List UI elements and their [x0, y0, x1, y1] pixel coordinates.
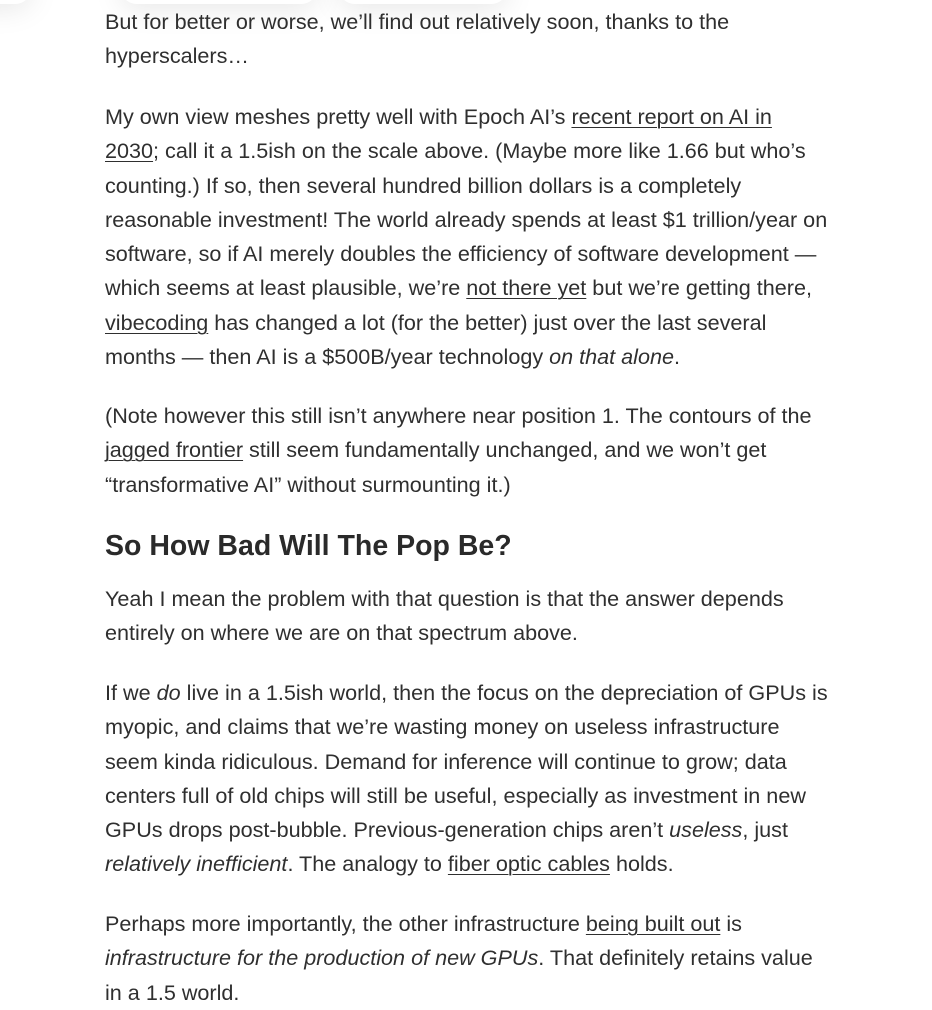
section-heading	[105, 527, 512, 565]
inline-link[interactable]: 2030	[105, 138, 154, 164]
inline-link[interactable]: not there yet	[466, 275, 587, 301]
text-line	[105, 100, 827, 134]
text-line	[105, 39, 729, 73]
text-line	[105, 907, 813, 941]
text-line	[105, 306, 827, 340]
text-segment: which seems at least plausible, we’re	[105, 275, 467, 301]
inline-link[interactable]: being built out	[585, 911, 721, 936]
emphasis-text: relatively inefficient	[105, 851, 288, 877]
text-segment: is	[720, 911, 742, 936]
text-segment: . The analogy to	[287, 851, 448, 877]
inline-link[interactable]: vibecoding	[105, 309, 209, 335]
text-line	[105, 710, 828, 744]
paragraph-epoch-view	[105, 100, 827, 374]
emphasis-text: on that alone	[549, 344, 675, 370]
inline-link[interactable]: fiber optic cables	[447, 851, 610, 877]
text-segment: . That definitely retains value	[538, 945, 813, 971]
text-line	[105, 745, 828, 779]
text-segment: myopic, and claims that we’re wasting money on useless infrastructure	[105, 714, 780, 740]
text-line	[105, 203, 827, 237]
text-segment: software, so if AI merely doubles the efficiency of software development —	[105, 241, 817, 267]
text-line	[105, 399, 812, 433]
text-line	[105, 976, 813, 1010]
toolbar-button-left[interactable]	[0, 0, 32, 4]
text-segment: seem kinda ridiculous. Demand for inference will continue to grow; data	[105, 748, 787, 774]
text-segment: “transformative AI” without surmounting it.)	[105, 471, 511, 497]
text-segment: centers full of old chips will still be useful, especially as investment in new	[105, 782, 806, 808]
inline-link[interactable]: jagged frontier	[105, 437, 244, 463]
text-line	[105, 169, 827, 203]
text-segment: has changed a lot (for the better) just over the last several	[208, 309, 767, 335]
text-line	[105, 676, 828, 710]
text-line	[105, 271, 827, 305]
text-line	[105, 582, 784, 616]
text-segment: holds.	[609, 851, 674, 877]
text-line	[105, 779, 828, 813]
inline-link[interactable]: recent report on AI in	[571, 104, 772, 129]
paragraph-answer	[105, 582, 784, 651]
text-segment: Yeah I mean the problem with that question is that the answer depends	[105, 586, 784, 611]
text-line	[105, 340, 827, 374]
paragraph-infrastructure	[105, 907, 813, 1010]
text-segment: live in a 1.5ish world, then the focus on the depreciation of GPUs is	[180, 680, 828, 705]
toolbar-button-center[interactable]	[120, 0, 318, 4]
toolbar-button-right[interactable]	[338, 0, 508, 4]
text-segment: counting.) If so, then several hundred billion dollars is a completely	[105, 172, 742, 198]
text-segment: , just	[742, 817, 788, 843]
text-segment: hyperscalers…	[105, 43, 250, 69]
paragraph-gpu-depreciation	[105, 676, 828, 882]
text-line	[105, 847, 828, 881]
text-segment: still seem fundamentally unchanged, and we won’t get	[243, 437, 767, 463]
text-segment: .	[674, 344, 681, 370]
text-line	[105, 813, 828, 847]
text-line	[105, 527, 512, 565]
text-line	[105, 433, 812, 467]
text-segment: If we	[105, 680, 157, 705]
text-segment: But for better or worse, we’ll find out relatively soon, thanks to the	[105, 9, 730, 34]
emphasis-text: infrastructure for the production of new GPUs	[105, 945, 539, 971]
text-segment: So How Bad Will The Pop Be?	[105, 530, 512, 562]
text-segment: My own view meshes pretty well with Epoch AI’s	[105, 104, 572, 129]
text-segment: but we’re getting there,	[586, 275, 812, 301]
text-segment: in a 1.5 world.	[105, 979, 240, 1005]
text-segment: Perhaps more importantly, the other infrastructure	[105, 911, 586, 936]
text-line	[105, 468, 812, 502]
text-segment: GPUs drops post-bubble. Previous-generation chips aren’t	[105, 817, 670, 843]
text-segment: (Note however this still isn’t anywhere near position 1. The contours of the	[105, 403, 812, 428]
text-line	[105, 941, 813, 975]
text-segment: reasonable investment! The world already spends at least $1 trillion/year on	[105, 206, 828, 232]
text-segment: months — then AI is a $500B/year technology	[105, 344, 550, 370]
text-line	[105, 237, 827, 271]
text-line	[105, 616, 784, 650]
paragraph-note	[105, 399, 812, 502]
emphasis-text: do	[156, 680, 181, 705]
text-segment: entirely on where we are on that spectrum above.	[105, 620, 578, 646]
paragraph-intro	[105, 5, 729, 74]
emphasis-text: useless	[669, 817, 743, 843]
text-segment: ; call it a 1.5ish on the scale above. (Maybe more like 1.66 but who’s	[153, 138, 806, 164]
text-line	[105, 5, 729, 39]
text-line	[105, 134, 827, 168]
